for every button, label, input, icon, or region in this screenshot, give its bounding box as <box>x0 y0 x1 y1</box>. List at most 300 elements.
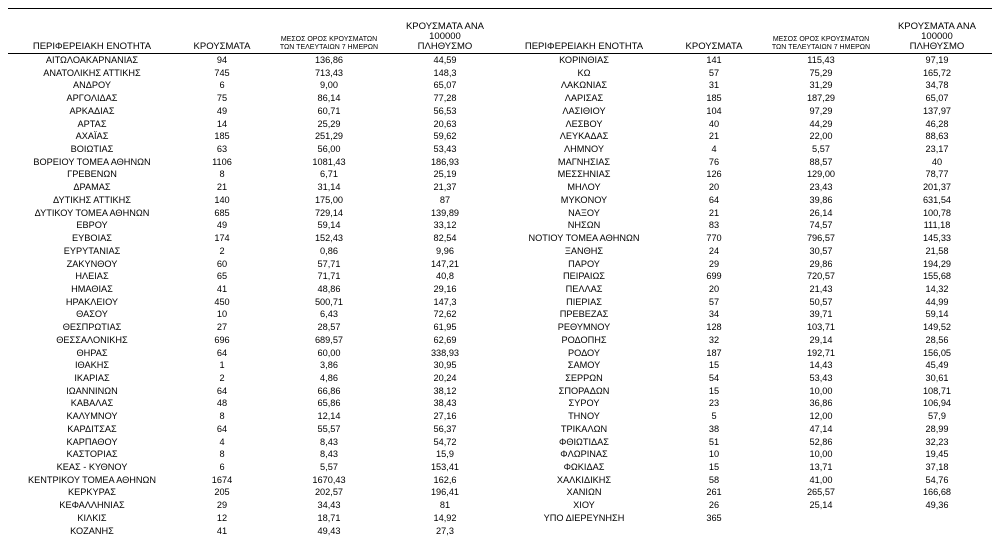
per100k-cell: 153,41 <box>430 462 460 472</box>
table-row <box>500 423 992 436</box>
region-cell: ΑΡΓΟΛΙΔΑΣ <box>66 93 118 104</box>
cases-cell: 20 <box>708 182 720 193</box>
per100k-cell: 631,54 <box>922 194 952 205</box>
cases-cell: 126 <box>706 169 722 180</box>
per100k-cell: 40 <box>931 156 943 167</box>
avg7-cell: 115,43 <box>807 55 835 65</box>
cases-cell: 26 <box>708 500 720 511</box>
per100k-cell: 186,93 <box>430 156 460 167</box>
table-row <box>500 207 992 220</box>
region-cell: ΝΗΣΩΝ <box>567 220 601 231</box>
cases-cell: 27 <box>216 322 228 333</box>
region-cell: ΚΕΝΤΡΙΚΟΥ ΤΟΜΕΑ ΑΘΗΝΩΝ <box>27 474 157 485</box>
table-row <box>8 512 500 525</box>
table-row <box>8 79 500 92</box>
table-row <box>500 270 992 283</box>
region-cell: ΑΧΑΪΑΣ <box>75 131 109 142</box>
cases-cell: 21 <box>708 207 720 218</box>
table-row <box>500 54 992 67</box>
per100k-cell: 23,17 <box>925 144 949 155</box>
table-row <box>500 321 992 334</box>
region-cell: ΧΙΟΥ <box>573 500 595 511</box>
cases-cell: 174 <box>214 233 230 244</box>
avg7-cell: 21,43 <box>809 283 833 294</box>
cases-cell: 8 <box>219 411 225 422</box>
table-row <box>500 258 992 271</box>
region-cell: ΞΑΝΘΗΣ <box>564 245 604 256</box>
region-cell: ΕΥΡΥΤΑΝΙΑΣ <box>63 245 121 256</box>
per100k-cell: 30,95 <box>433 360 457 371</box>
per100k-cell: 19,45 <box>925 449 949 460</box>
avg7-cell: 265,57 <box>806 487 836 498</box>
avg7-cell: 8,43 <box>320 449 338 460</box>
cases-cell: 64 <box>216 385 228 396</box>
table-row <box>8 499 500 512</box>
per100k-cell: 87 <box>439 194 451 205</box>
cases-cell: 21 <box>216 182 228 193</box>
cases-cell: 8 <box>219 169 225 180</box>
table-row <box>500 385 992 398</box>
table-row <box>8 372 500 385</box>
region-cell: ΠΑΡΟΥ <box>568 258 600 269</box>
table-row <box>500 448 992 461</box>
per100k-cell: 14,92 <box>433 512 457 523</box>
right-table-panel <box>500 22 992 525</box>
per100k-cell: 338,93 <box>430 347 460 358</box>
header-avg7-line2: ΤΩΝ ΤΕΛΕΥΤΑΙΩΝ 7 ΗΜΕΡΩΝ <box>279 44 379 51</box>
region-cell: ΛΑΚΩΝΙΑΣ <box>560 80 608 91</box>
table-row <box>500 118 992 131</box>
table-row <box>500 436 992 449</box>
table-row <box>500 79 992 92</box>
per100k-cell: 72,62 <box>433 309 457 320</box>
per100k-cell: 59,62 <box>433 131 457 142</box>
cases-cell: 40 <box>708 118 720 129</box>
avg7-cell: 12,00 <box>809 411 833 422</box>
cases-cell: 15 <box>708 360 720 371</box>
table-row <box>8 207 500 220</box>
cases-cell: 205 <box>214 487 230 498</box>
region-cell: ΤΗΝΟΥ <box>568 411 600 422</box>
table-row <box>8 397 500 410</box>
cases-cell: 187 <box>706 347 722 358</box>
region-cell: ΘΑΣΟΥ <box>76 309 108 320</box>
cases-cell: 450 <box>214 296 230 307</box>
avg7-cell: 39,86 <box>809 194 833 205</box>
header-region: ΠΕΡΙΦΕΡΕΙΑΚΗ ΕΝΟΤΗΤΑ <box>500 22 668 54</box>
per100k-cell: 21,58 <box>925 245 949 256</box>
region-cell: ΖΑΚΥΝΘΟΥ <box>66 258 118 269</box>
avg7-cell: 56,00 <box>317 144 341 155</box>
region-cell: ΡΕΘΥΜΝΟΥ <box>557 322 611 333</box>
region-cell: ΧΑΛΚΙΔΙΚΗΣ <box>556 474 612 485</box>
cases-cell: 5 <box>711 411 717 422</box>
per100k-cell: 201,37 <box>922 182 952 193</box>
avg7-cell: 500,71 <box>314 296 344 307</box>
cases-cell: 64 <box>708 194 720 205</box>
avg7-cell: 30,57 <box>809 245 833 256</box>
avg7-cell: 729,14 <box>314 207 344 218</box>
per100k-cell: 54,72 <box>433 436 457 447</box>
table-row <box>8 92 500 105</box>
region-cell: ΧΑΝΙΩΝ <box>566 487 602 498</box>
region-cell: ΔΥΤΙΚΟΥ ΤΟΜΕΑ ΑΘΗΝΩΝ <box>34 207 150 218</box>
table-row <box>8 181 500 194</box>
cases-cell: 49 <box>216 105 228 116</box>
per100k-cell: 28,99 <box>925 423 949 434</box>
table-row <box>8 283 500 296</box>
per100k-cell: 27,16 <box>433 411 457 422</box>
per100k-cell: 45,49 <box>925 360 949 371</box>
avg7-cell: 3,86 <box>320 360 338 371</box>
avg7-cell: 8,43 <box>320 436 338 447</box>
avg7-cell: 55,57 <box>317 423 341 434</box>
header-per100k <box>390 22 500 54</box>
avg7-cell: 53,43 <box>809 372 833 383</box>
region-cell: ΚΩ <box>577 67 591 78</box>
cases-cell: 57 <box>708 296 720 307</box>
per100k-cell: 20,63 <box>433 118 457 129</box>
avg7-cell: 14,43 <box>809 360 833 371</box>
avg7-cell: 48,86 <box>317 283 341 294</box>
table-row <box>8 525 500 538</box>
cases-cell: 60 <box>216 258 228 269</box>
per100k-cell: 27,3 <box>436 525 454 536</box>
avg7-cell: 202,57 <box>314 487 344 498</box>
per100k-cell: 44,59 <box>433 55 457 65</box>
per100k-cell: 145,33 <box>922 233 952 244</box>
table-row <box>8 245 500 258</box>
cases-cell: 261 <box>706 487 722 498</box>
avg7-cell: 60,71 <box>317 105 341 116</box>
cases-cell: 6 <box>219 80 225 91</box>
avg7-cell: 41,00 <box>809 474 833 485</box>
avg7-cell: 689,57 <box>314 334 344 345</box>
region-cell: ΕΒΡΟΥ <box>76 220 108 231</box>
cases-cell: 1106 <box>212 156 232 167</box>
region-cell: ΙΚΑΡΙΑΣ <box>74 372 110 383</box>
avg7-cell: 13,71 <box>809 462 833 472</box>
avg7-cell: 18,71 <box>317 512 341 523</box>
table-row <box>8 308 500 321</box>
table-row <box>500 397 992 410</box>
per100k-cell: 82,54 <box>433 233 457 244</box>
avg7-cell: 29,86 <box>809 258 833 269</box>
region-cell: ΘΕΣΣΑΛΟΝΙΚΗΣ <box>56 334 128 345</box>
table-row <box>500 410 992 423</box>
region-cell: ΒΟΙΩΤΙΑΣ <box>70 144 114 155</box>
region-cell: ΚΟΡΙΝΘΙΑΣ <box>559 55 609 65</box>
avg7-cell: 103,71 <box>806 322 836 333</box>
per100k-cell: 40,8 <box>436 271 454 282</box>
region-cell: ΗΜΑΘΙΑΣ <box>71 283 113 294</box>
region-cell: ΝΟΤΙΟΥ ΤΟΜΕΑ ΑΘΗΝΩΝ <box>528 233 640 244</box>
region-cell: ΣΑΜΟΥ <box>567 360 601 371</box>
table-row <box>8 436 500 449</box>
avg7-cell: 713,43 <box>314 67 344 78</box>
region-cell: ΔΡΑΜΑΣ <box>73 182 111 193</box>
cases-cell: 51 <box>708 436 720 447</box>
table-row <box>500 168 992 181</box>
cases-cell: 1 <box>219 360 225 371</box>
cases-cell: 21 <box>708 131 720 142</box>
per100k-cell <box>882 512 992 525</box>
avg7-cell: 28,57 <box>317 322 341 333</box>
per100k-cell: 53,43 <box>433 144 457 155</box>
region-cell: ΗΛΕΙΑΣ <box>75 271 109 282</box>
table-row <box>500 156 992 169</box>
per100k-cell: 149,52 <box>922 322 952 333</box>
avg7-cell: 57,71 <box>317 258 341 269</box>
cases-cell: 185 <box>706 93 722 104</box>
cases-table-right <box>500 22 992 525</box>
region-cell: ΑΙΤΩΛΟΑΚΑΡΝΑΝΙΑΣ <box>45 55 139 65</box>
per100k-cell: 97,19 <box>925 55 949 65</box>
avg7-cell: 152,43 <box>314 233 344 244</box>
table-row <box>8 359 500 372</box>
table-body-right <box>500 54 992 525</box>
per100k-cell: 57,9 <box>928 411 946 422</box>
cases-cell: 128 <box>706 322 722 333</box>
cases-cell: 29 <box>216 500 228 511</box>
table-row <box>500 105 992 118</box>
region-cell: ΜΥΚΟΝΟΥ <box>560 194 608 205</box>
table-row <box>500 474 992 487</box>
region-cell: ΣΕΡΡΩΝ <box>565 372 603 383</box>
header-avg7-line2: ΤΩΝ ΤΕΛΕΥΤΑΙΩΝ 7 ΗΜΕΡΩΝ <box>771 44 871 51</box>
region-cell: ΝΑΞΟΥ <box>568 207 600 218</box>
cases-cell: 15 <box>708 462 720 472</box>
region-cell: ΙΘΑΚΗΣ <box>74 360 110 371</box>
avg7-cell: 86,14 <box>317 93 341 104</box>
cases-cell: 49 <box>216 220 228 231</box>
region-cell: ΚΕΑΣ - ΚΥΘΝΟΥ <box>56 462 128 472</box>
cases-cell: 38 <box>708 423 720 434</box>
per100k-cell: 46,28 <box>925 118 949 129</box>
per100k-cell: 9,96 <box>436 245 454 256</box>
top-rule <box>8 8 992 9</box>
per100k-cell: 100,78 <box>922 207 952 218</box>
region-cell: ΛΕΥΚΑΔΑΣ <box>559 131 609 142</box>
table-row <box>500 283 992 296</box>
region-cell: ΛΑΣΙΘΙΟΥ <box>562 105 606 116</box>
table-row <box>8 54 500 67</box>
avg7-cell: 175,00 <box>314 194 344 205</box>
region-cell: ΤΡΙΚΑΛΩΝ <box>560 423 608 434</box>
per100k-cell: 29,16 <box>433 283 457 294</box>
table-row <box>500 461 992 474</box>
cases-cell: 41 <box>216 525 228 536</box>
cases-table-left <box>8 22 500 537</box>
table-row <box>500 92 992 105</box>
cases-cell: 140 <box>214 194 230 205</box>
table-row <box>8 334 500 347</box>
region-cell: ΚΑΒΑΛΑΣ <box>70 398 114 409</box>
region-cell: ΣΠΟΡΑΔΩΝ <box>558 385 610 396</box>
header-region: ΠΕΡΙΦΕΡΕΙΑΚΗ ΕΝΟΤΗΤΑ <box>8 22 176 54</box>
per100k-cell: 194,29 <box>922 258 952 269</box>
region-cell: ΦΘΙΩΤΙΔΑΣ <box>558 436 609 447</box>
per100k-cell: 156,05 <box>922 347 952 358</box>
region-cell: ΑΝΔΡΟΥ <box>72 80 111 91</box>
avg7-cell: 71,71 <box>317 271 341 282</box>
region-cell: ΚΟΖΑΝΗΣ <box>70 525 114 536</box>
table-row <box>8 347 500 360</box>
cases-cell: 15 <box>708 385 720 396</box>
avg7-cell: 65,86 <box>317 398 341 409</box>
avg7-cell: 720,57 <box>806 271 836 282</box>
table-row <box>500 347 992 360</box>
avg7-cell: 1670,43 <box>312 474 346 485</box>
cases-cell: 31 <box>708 80 720 91</box>
table-row <box>500 308 992 321</box>
region-cell: ΙΩΑΝΝΙΝΩΝ <box>66 385 118 396</box>
left-table-panel <box>8 22 500 537</box>
region-cell: ΠΕΛΛΑΣ <box>565 283 603 294</box>
cases-cell: 141 <box>706 55 722 65</box>
cases-cell: 94 <box>216 55 228 65</box>
table-row <box>500 143 992 156</box>
avg7-cell: 74,57 <box>809 220 833 231</box>
region-cell: ΚΕΦΑΛΛΗΝΙΑΣ <box>59 500 125 511</box>
per100k-cell: 139,89 <box>430 207 460 218</box>
table-row <box>8 156 500 169</box>
region-cell: ΒΟΡΕΙΟΥ ΤΟΜΕΑ ΑΘΗΝΩΝ <box>33 156 151 167</box>
table-row <box>8 474 500 487</box>
avg7-cell: 60,00 <box>317 347 341 358</box>
avg7-cell: 0,86 <box>320 245 338 256</box>
cases-cell: 1674 <box>211 474 233 485</box>
avg7-cell: 26,14 <box>809 207 833 218</box>
region-cell: ΛΑΡΙΣΑΣ <box>564 93 604 104</box>
cases-cell: 54 <box>708 372 720 383</box>
cases-cell: 10 <box>708 449 720 460</box>
table-row <box>8 296 500 309</box>
avg7-cell: 25,14 <box>809 500 833 511</box>
per100k-cell: 14,32 <box>925 283 949 294</box>
table-row <box>8 143 500 156</box>
table-row <box>500 181 992 194</box>
avg7-cell: 129,00 <box>806 169 836 180</box>
cases-cell: 20 <box>708 283 720 294</box>
table-row <box>8 130 500 143</box>
table-row <box>8 194 500 207</box>
region-cell: ΕΥΒΟΙΑΣ <box>72 233 112 244</box>
cases-cell: 4 <box>711 144 717 155</box>
header-row <box>8 22 500 54</box>
avg7-cell: 59,14 <box>317 220 341 231</box>
table-row <box>500 194 992 207</box>
cases-cell: 64 <box>216 423 228 434</box>
region-cell: ΚΑΡΠΑΘΟΥ <box>66 436 118 447</box>
avg7-cell: 88,57 <box>809 156 833 167</box>
avg7-cell: 97,29 <box>809 105 833 116</box>
table-row <box>500 219 992 232</box>
per100k-cell: 56,53 <box>433 105 457 116</box>
table-row <box>500 296 992 309</box>
header-avg7-line1: ΜΕΣΟΣ ΟΡΟΣ ΚΡΟΥΣΜΑΤΩΝ <box>280 36 378 43</box>
table-row <box>500 372 992 385</box>
header-per100k-line2: ΠΛΗΘΥΣΜΟ <box>417 41 473 52</box>
header-per100k-line2: ΠΛΗΘΥΣΜΟ <box>909 41 965 52</box>
region-cell: ΓΡΕΒΕΝΩΝ <box>67 169 117 180</box>
avg7-cell: 4,86 <box>320 372 338 383</box>
region-cell: ΡΟΔΟΠΗΣ <box>561 334 607 345</box>
avg7-cell: 31,14 <box>317 182 341 193</box>
table-row <box>8 67 500 80</box>
table-row <box>8 385 500 398</box>
avg7-cell <box>760 512 882 525</box>
table-row <box>8 168 500 181</box>
per100k-cell: 108,71 <box>922 385 952 396</box>
cases-cell: 65 <box>216 271 228 282</box>
cases-cell: 48 <box>216 398 228 409</box>
avg7-cell: 136,86 <box>314 55 344 65</box>
table-body-left <box>8 54 500 538</box>
header-per100k-line1: ΚΡΟΥΣΜΑΤΑ ΑΝΑ 100000 <box>897 21 977 42</box>
avg7-cell: 5,57 <box>320 462 338 472</box>
cases-cell: 29 <box>708 258 720 269</box>
region-cell: ΗΡΑΚΛΕΙΟΥ <box>65 296 119 307</box>
table-row <box>500 486 992 499</box>
avg7-cell: 50,57 <box>809 296 833 307</box>
per100k-cell: 21,37 <box>433 182 457 193</box>
cases-cell: 75 <box>216 93 228 104</box>
avg7-cell: 75,29 <box>809 67 833 78</box>
cases-cell: 14 <box>216 118 228 129</box>
table-row <box>8 486 500 499</box>
per100k-cell: 196,41 <box>430 487 460 498</box>
cases-cell: 12 <box>216 512 228 523</box>
per100k-cell: 78,77 <box>925 169 949 180</box>
table-row <box>500 67 992 80</box>
region-cell: ΚΑΣΤΟΡΙΑΣ <box>66 449 118 460</box>
per100k-cell: 15,9 <box>436 449 454 460</box>
region-cell: ΚΙΛΚΙΣ <box>77 512 107 523</box>
per100k-cell: 59,14 <box>925 309 949 320</box>
avg7-cell: 12,14 <box>317 411 341 422</box>
region-cell: ΑΝΑΤΟΛΙΚΗΣ ΑΤΤΙΚΗΣ <box>43 67 141 78</box>
table-row <box>8 258 500 271</box>
cases-cell: 63 <box>216 144 228 155</box>
table-row <box>8 105 500 118</box>
avg7-cell: 39,71 <box>809 309 833 320</box>
region-cell: ΘΕΣΠΡΩΤΙΑΣ <box>62 322 122 333</box>
region-cell: ΠΙΕΡΙΑΣ <box>566 296 602 307</box>
region-cell: ΦΛΩΡΙΝΑΣ <box>560 449 608 460</box>
avg7-cell: 6,71 <box>320 169 338 180</box>
cases-cell: 6 <box>219 462 225 472</box>
region-cell: ΚΑΡΔΙΤΣΑΣ <box>67 423 117 434</box>
table-row <box>8 321 500 334</box>
per100k-cell: 155,68 <box>922 271 952 282</box>
per100k-cell: 28,56 <box>925 334 949 345</box>
per100k-cell: 44,99 <box>925 296 949 307</box>
avg7-cell: 10,00 <box>809 449 833 460</box>
table-row <box>500 499 992 512</box>
per100k-cell: 49,36 <box>925 500 949 511</box>
avg7-cell: 251,29 <box>314 131 344 142</box>
per100k-cell: 37,18 <box>925 462 949 472</box>
cases-cell: 41 <box>216 283 228 294</box>
table-row <box>500 359 992 372</box>
table-row <box>500 245 992 258</box>
region-cell: ΣΥΡΟΥ <box>568 398 600 409</box>
cases-cell: 185 <box>214 131 230 142</box>
cases-cell: 699 <box>706 271 722 282</box>
avg7-cell: 44,29 <box>809 118 833 129</box>
per100k-cell: 166,68 <box>922 487 952 498</box>
